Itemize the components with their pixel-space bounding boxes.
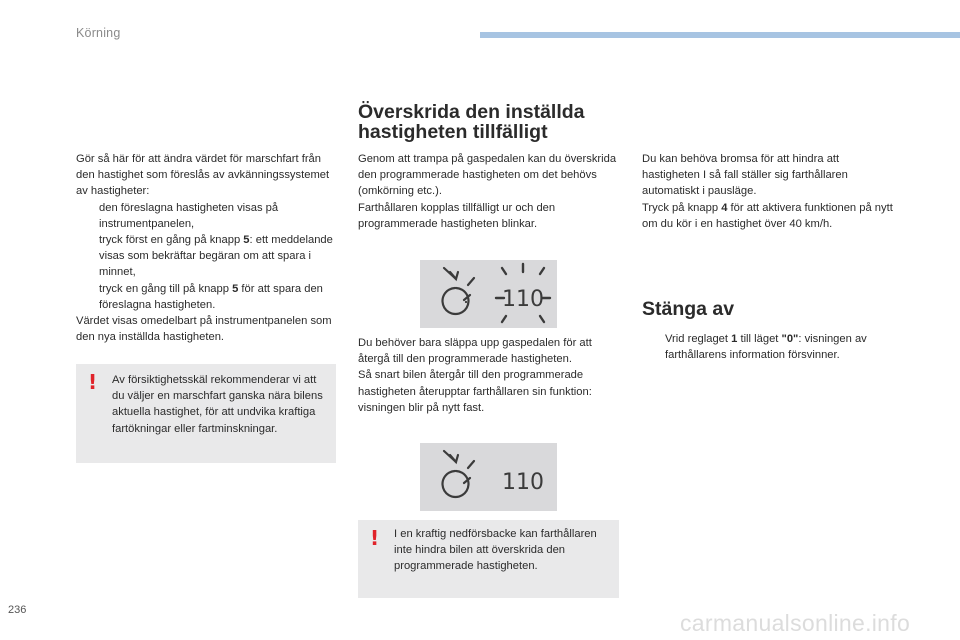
intro-text: Gör så här för att ändra värdet för marschfart från den hastighet som föreslås av avkänningssystemet av hastigheter: xyxy=(76,153,330,198)
override-paragraph-2: Farthållaren kopplas tillfälligt ur och den programmerade hastigheten blinkar. xyxy=(358,201,556,230)
warning-icon: ! xyxy=(88,370,98,394)
middle-column-top xyxy=(358,151,623,232)
display-speed-value: 110 xyxy=(502,470,544,495)
display-overspeed xyxy=(420,260,557,328)
speedometer-arrow-icon xyxy=(443,268,475,314)
list-item: tryck en gång till på knapp 5 för att spara den föreslagna hastigheten. xyxy=(99,282,323,311)
page-number: 236 xyxy=(8,604,27,616)
override-paragraph-3: Du behöver bara släppa upp gaspedalen för att återgå till den programmerade hastigheten. xyxy=(358,337,592,366)
list-item: Vrid reglaget 1 till läget "0": visningen av farthållarens information försvinner. xyxy=(665,333,867,362)
speedometer-arrow-icon xyxy=(443,451,475,497)
outro-text: Värdet visas omedelbart på instrumentpanelen som den nya inställda hastigheten. xyxy=(76,315,332,344)
cruise-steady-illustration xyxy=(420,443,557,511)
display-steady xyxy=(420,443,557,511)
steps-list xyxy=(76,200,336,313)
override-paragraph-4: Så snart bilen återgår till den programmerade hastigheten återupptar farthållaren sin funktion: visningen blir på nytt fast. xyxy=(358,369,592,414)
section-title-override: Överskrida den inställda hastigheten tillfälligt xyxy=(358,101,585,143)
list-item: tryck först en gång på knapp 5: ett meddelande visas som bekräftar begäran om att spara i minnet, xyxy=(99,234,333,279)
list-item: den föreslagna hastigheten visas på instrumentpanelen, xyxy=(99,201,279,230)
brake-paragraph: Du kan behöva bromsa för att hindra att hastigheten I så fall ställer sig farthållaren automatiskt i pausläge. xyxy=(642,153,848,198)
watermark: carmanualsonline.info xyxy=(680,610,911,636)
cruise-blinking-illustration xyxy=(420,260,557,328)
warning-text: Av försiktighetsskäl rekommenderar vi att du väljer en marschfart ganska nära bilens aktuella hastighet, för att undvika kraftiga fartökningar eller fartminskningar. xyxy=(112,374,323,435)
reactivate-paragraph: Tryck på knapp 4 för att aktivera funktionen på nytt om du kör i en hastighet över 40 km/h. xyxy=(642,201,893,230)
warning-note-left xyxy=(76,364,336,463)
header-accent-bar xyxy=(480,32,960,38)
section-label: Körning xyxy=(76,26,121,40)
warning-text: I en kraftig nedförsbacke kan farthållaren inte hindra bilen att överskrida den programmerade hastigheten. xyxy=(394,528,597,573)
warning-icon: ! xyxy=(370,526,380,550)
section-title-off: Stänga av xyxy=(642,298,735,320)
middle-column-mid xyxy=(358,335,623,416)
override-paragraph-1: Genom att trampa på gaspedalen kan du överskrida den programmerade hastigheten om det behövs (omkörning etc.). xyxy=(358,153,617,198)
off-instructions xyxy=(642,331,900,363)
warning-note-middle xyxy=(358,520,619,598)
left-column xyxy=(76,151,336,345)
display-speed-value: 110 xyxy=(502,287,544,312)
right-column xyxy=(642,151,900,232)
